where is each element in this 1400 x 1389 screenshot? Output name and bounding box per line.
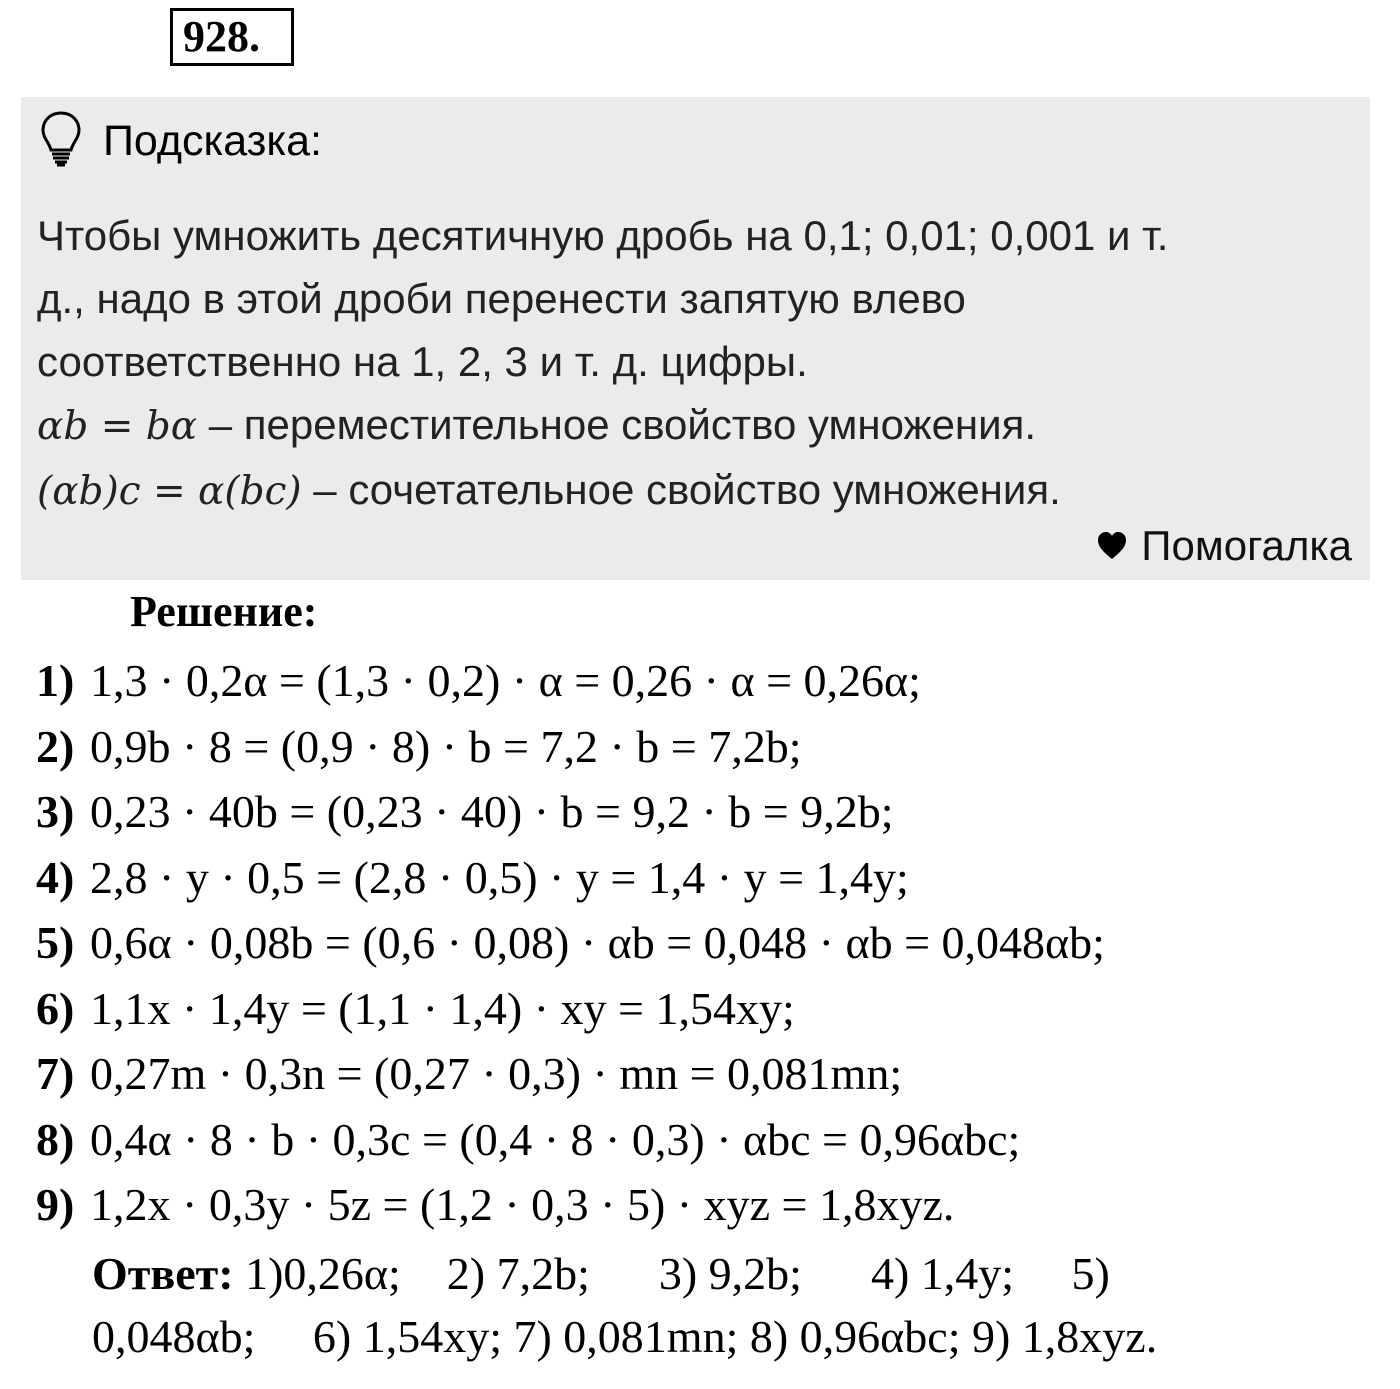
associative-text: – сочетательное свойство умножения.: [301, 466, 1061, 513]
step-number: 1): [36, 655, 75, 707]
step-expression: 0,4α · 8 · b · 0,3c = (0,4 · 8 · 0,3) · αbc = 0,96αbc;: [90, 1113, 1021, 1165]
answer-values-1: 1)0,26α; 2) 7,2b; 3) 9,2b; 4) 1,4y; 5): [233, 1248, 1110, 1299]
step-number: 9): [36, 1179, 75, 1231]
step-expression: 0,6α · 0,08b = (0,6 · 0,08) · αb = 0,048 · αb = 0,048αb;: [90, 917, 1105, 969]
solution-step: [36, 648, 1105, 714]
step-expression: 1,1x · 1,4y = (1,1 · 1,4) · xy = 1,54xy;: [90, 982, 795, 1034]
step-expression: 2,8 · y · 0,5 = (2,8 · 0,5) · y = 1,4 · y = 1,4y;: [90, 851, 909, 903]
task-number: 928.: [170, 8, 294, 66]
step-number: 7): [36, 1048, 75, 1100]
brand-label: [1097, 522, 1352, 570]
step-expression: 0,9b · 8 = (0,9 · 8) · b = 7,2 · b = 7,2b;: [90, 720, 802, 772]
hint-title: Подсказка:: [103, 116, 322, 165]
solution-label: Решение:: [130, 587, 318, 636]
commutative-text: – переместительное свойство умножения.: [197, 401, 1036, 448]
hint-header: [39, 111, 322, 171]
step-expression: 0,23 · 40b = (0,23 · 40) · b = 9,2 · b = 9,2b;: [90, 786, 894, 838]
solution-step: [36, 1041, 1105, 1107]
answer-line: [92, 1242, 1382, 1305]
step-number: 3): [36, 786, 75, 838]
hint-line: Чтобы умножить десятичную дробь на 0,1; 0,01; 0,001 и т.: [37, 212, 1169, 259]
solution-step: [36, 910, 1105, 976]
associative-property: [37, 458, 1337, 523]
solution-steps: [36, 648, 1105, 1238]
brand-name: Помогалка: [1141, 522, 1352, 569]
heart-icon: [1097, 532, 1127, 560]
answer-block: [92, 1242, 1382, 1368]
solution-step: [36, 976, 1105, 1042]
hint-line: соответственно на 1, 2, 3 и т. д. цифры.: [37, 338, 808, 385]
step-number: 4): [36, 851, 75, 903]
solution-step: [36, 1107, 1105, 1173]
hint-text: [37, 204, 1337, 523]
solution-step: [36, 1172, 1105, 1238]
step-number: 5): [36, 917, 75, 969]
associative-formula: (αb)c = α(bc): [37, 469, 302, 514]
step-expression: 1,2x · 0,3y · 5z = (1,2 · 0,3 · 5) · xyz = 1,8xyz.: [90, 1179, 955, 1231]
step-number: 8): [36, 1113, 75, 1165]
commutative-formula: αb = bα: [37, 404, 198, 449]
solution-step: [36, 779, 1105, 845]
commutative-property: [37, 393, 1337, 458]
step-expression: 0,27m · 0,3n = (0,27 · 0,3) · mn = 0,081mn;: [90, 1048, 903, 1100]
solution-step: [36, 845, 1105, 911]
solution-step: [36, 714, 1105, 780]
answer-values-2: 0,048αb; 6) 1,54xy; 7) 0,081mn; 8) 0,96αbc; 9) 1,8xyz.: [92, 1311, 1158, 1362]
answer-label: Ответ:: [92, 1248, 234, 1299]
step-number: 2): [36, 720, 75, 772]
hint-line: д., надо в этой дроби перенести запятую влево: [37, 275, 966, 322]
step-number: 6): [36, 982, 75, 1034]
step-expression: 1,3 · 0,2α = (1,3 · 0,2) · α = 0,26 · α = 0,26α;: [90, 655, 921, 707]
hint-panel: [21, 97, 1370, 580]
lightbulb-icon: [39, 110, 83, 173]
